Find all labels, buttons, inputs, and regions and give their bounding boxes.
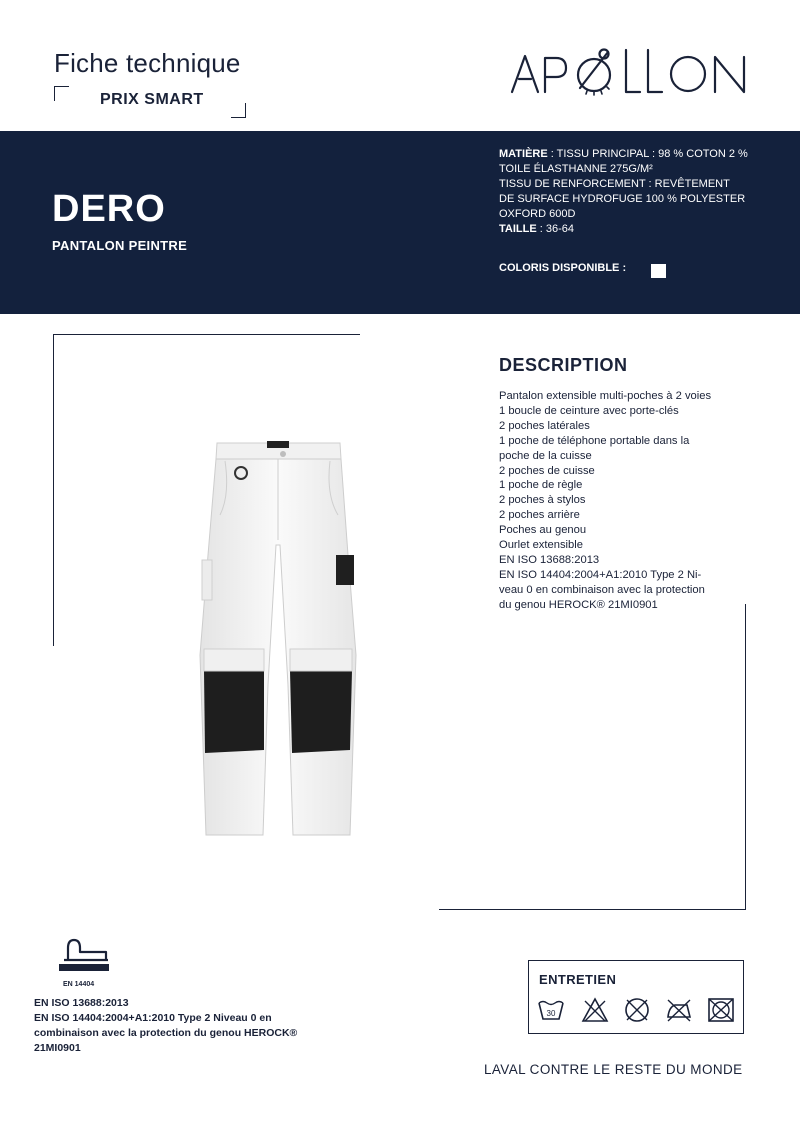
description-title: DESCRIPTION [499, 355, 628, 375]
description-line: 2 poches de cuisse [499, 464, 595, 477]
matiere-line-4: DE SURFACE HYDROFUGE 100 % POLYESTER [499, 193, 746, 205]
description-line: 1 boucle de ceinture avec porte-clés [499, 404, 679, 417]
description-line: 1 poche de règle [499, 479, 583, 492]
norm-line: 21MI0901 [34, 1042, 81, 1054]
cert-icon-label: EN 14404 [63, 981, 95, 988]
description-line: 2 poches latérales [499, 419, 590, 432]
description-line: veau 0 en combinaison avec la protection [499, 583, 705, 596]
description-line: Poches au genou [499, 524, 587, 537]
matiere-line-2: TOILE ÉLASTHANNE 275G/M² [499, 163, 653, 175]
description-list [499, 389, 724, 613]
product-subtitle: PANTALON PEINTRE [52, 238, 188, 253]
frame-line-right-vertical [745, 604, 746, 910]
no-tumble-dry-icon [707, 997, 735, 1023]
description-line: 2 poches arrière [499, 509, 580, 522]
matiere-label: MATIÈRE [499, 148, 548, 160]
description-line: poche de la cuisse [499, 449, 592, 462]
wash-30-icon [537, 997, 565, 1023]
coloris-label: COLORIS DISPONIBLE : [499, 262, 627, 274]
care-title: ENTRETIEN [539, 972, 617, 987]
no-bleach-icon [581, 997, 609, 1023]
color-swatch-white [651, 264, 666, 278]
norms-list [34, 996, 334, 1056]
svg-text:APOLLON: APOLLON [508, 27, 584, 44]
price-tag-label: PRIX SMART [100, 91, 204, 108]
description-line: 2 poches à stylos [499, 494, 586, 507]
description-line: EN ISO 13688:2013 [499, 553, 600, 566]
frame-line-left-top [53, 334, 360, 335]
description-line: EN ISO 14404:2004+A1:2010 Type 2 Ni- [499, 568, 702, 581]
corner-bracket-bottom-right [231, 103, 246, 118]
description-line: 1 poche de téléphone portable dans la [499, 434, 690, 447]
corner-bracket-top-left [54, 86, 69, 101]
description-line: Pantalon extensible multi-poches à 2 voies [499, 390, 712, 402]
page-title: Fiche technique [54, 48, 241, 78]
matiere-line-1: : TISSU PRINCIPAL : 98 % COTON 2 % [547, 148, 748, 160]
footer-slogan: LAVAL CONTRE LE RESTE DU MONDE [484, 1062, 743, 1077]
matiere-line-5: OXFORD 600D [499, 208, 576, 220]
brand-logo [508, 27, 753, 100]
product-name: DERO [52, 188, 166, 230]
product-image-pants [190, 435, 370, 840]
norm-line: combinaison avec la protection du genou HEROCK® [34, 1027, 298, 1039]
norm-line: EN ISO 13688:2013 [34, 997, 129, 1009]
frame-line-bottom [439, 909, 746, 910]
no-iron-icon [665, 997, 693, 1023]
matiere-line-3: TISSU DE RENFORCEMENT : REVÊTEMENT [499, 178, 730, 190]
no-dry-clean-icon [623, 997, 651, 1023]
svg-text:30: 30 [546, 1009, 556, 1018]
taille-label: TAILLE [499, 223, 537, 235]
frame-line-left-vertical [53, 334, 54, 646]
description-line: Ourlet extensible [499, 539, 583, 552]
taille-value: : 36-64 [536, 223, 574, 235]
product-specs [499, 147, 769, 237]
description-line: du genou HEROCK® 21MI0901 [499, 598, 658, 611]
norm-line: EN ISO 14404:2004+A1:2010 Type 2 Niveau 0 en [34, 1012, 272, 1024]
